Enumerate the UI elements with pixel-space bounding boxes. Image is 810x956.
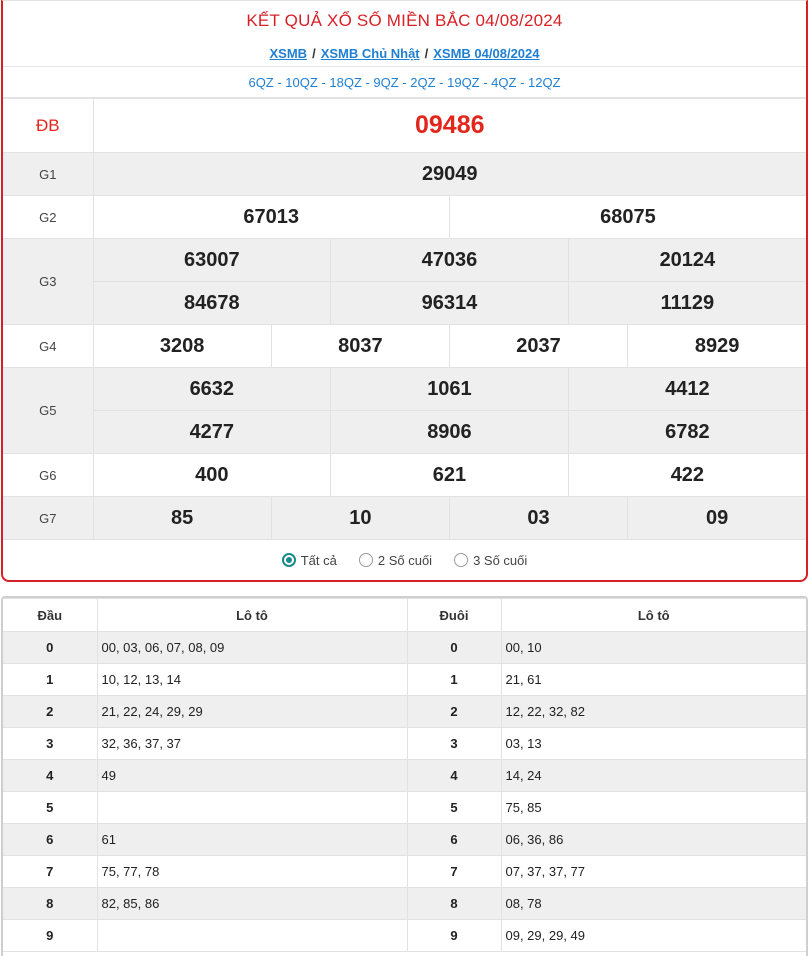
duoi-digit: 7 xyxy=(407,856,501,888)
table-row xyxy=(3,664,806,696)
radio-icon[interactable] xyxy=(454,553,468,567)
breadcrumb-link-xsmb[interactable]: XSMB xyxy=(269,46,308,61)
prize-number: 3208 xyxy=(93,325,271,368)
table-row xyxy=(3,792,806,824)
prize-row-g5 xyxy=(3,368,806,411)
duoi-digit: 2 xyxy=(407,696,501,728)
dau-values: 49 xyxy=(97,760,407,792)
prize-number: 621 xyxy=(331,454,569,497)
page-title: KẾT QUẢ XỔ SỐ MIỀN BẮC 04/08/2024 xyxy=(246,11,563,30)
duoi-values: 21, 61 xyxy=(501,664,806,696)
duoi-digit: 9 xyxy=(407,920,501,952)
dau-values: 00, 03, 06, 07, 08, 09 xyxy=(97,632,407,664)
filter-all-option[interactable] xyxy=(282,553,337,568)
filter-label: 2 Số cuối xyxy=(377,552,433,568)
dau-digit: 5 xyxy=(3,792,97,824)
prize-number: 03 xyxy=(449,497,627,540)
dau-values: 82, 85, 86 xyxy=(97,888,407,920)
prize-number: 85 xyxy=(93,497,271,540)
prize-label: G2 xyxy=(3,196,93,239)
loto-table xyxy=(3,598,806,952)
breadcrumb xyxy=(3,41,806,67)
prize-number: 4412 xyxy=(568,368,806,411)
dau-digit: 0 xyxy=(3,632,97,664)
dau-digit: 3 xyxy=(3,728,97,760)
table-row xyxy=(3,632,806,664)
duoi-digit: 0 xyxy=(407,632,501,664)
dau-values: 75, 77, 78 xyxy=(97,856,407,888)
digit-filter xyxy=(3,540,806,580)
duoi-digit: 8 xyxy=(407,888,501,920)
prize-number: 8906 xyxy=(331,411,569,454)
prize-label: ĐB xyxy=(3,99,93,153)
table-row xyxy=(3,856,806,888)
table-row xyxy=(3,920,806,952)
duoi-digit: 6 xyxy=(407,824,501,856)
dau-digit: 9 xyxy=(3,920,97,952)
prize-number: 84678 xyxy=(93,282,331,325)
duoi-digit: 4 xyxy=(407,760,501,792)
prize-number: 68075 xyxy=(449,196,806,239)
column-header-loto: Lô tô xyxy=(501,599,806,632)
prize-number: 96314 xyxy=(331,282,569,325)
dau-digit: 1 xyxy=(3,664,97,696)
draw-codes: 6QZ - 10QZ - 18QZ - 9QZ - 2QZ - 19QZ - 4QZ - 12QZ xyxy=(3,67,806,98)
prize-row-g4 xyxy=(3,325,806,368)
duoi-values: 03, 13 xyxy=(501,728,806,760)
filter-last3-option[interactable] xyxy=(454,553,527,568)
prize-number: 422 xyxy=(568,454,806,497)
table-row xyxy=(3,696,806,728)
prize-number: 6632 xyxy=(93,368,331,411)
duoi-digit: 3 xyxy=(407,728,501,760)
table-row xyxy=(3,888,806,920)
dau-values: 61 xyxy=(97,824,407,856)
filter-last2-option[interactable] xyxy=(359,553,432,568)
duoi-values: 06, 36, 86 xyxy=(501,824,806,856)
dau-values: 32, 36, 37, 37 xyxy=(97,728,407,760)
prize-row-g6 xyxy=(3,454,806,497)
breadcrumb-link-weekday[interactable]: XSMB Chủ Nhật xyxy=(320,46,420,61)
prize-row-g3 xyxy=(3,282,806,325)
duoi-values: 09, 29, 29, 49 xyxy=(501,920,806,952)
prize-row-g7 xyxy=(3,497,806,540)
prize-label: G6 xyxy=(3,454,93,497)
prize-label: G5 xyxy=(3,368,93,454)
prize-number: 6782 xyxy=(568,411,806,454)
radio-selected-icon[interactable] xyxy=(282,553,296,567)
dau-values: 10, 12, 13, 14 xyxy=(97,664,407,696)
duoi-values: 12, 22, 32, 82 xyxy=(501,696,806,728)
prize-number: 47036 xyxy=(331,239,569,282)
breadcrumb-separator: / xyxy=(312,46,316,61)
dau-values xyxy=(97,920,407,952)
prize-row-g2 xyxy=(3,196,806,239)
prize-number: 67013 xyxy=(93,196,449,239)
prize-row-db xyxy=(3,99,806,153)
dau-values: 21, 22, 24, 29, 29 xyxy=(97,696,407,728)
filter-label: Tất cả xyxy=(300,552,337,568)
prize-number: 11129 xyxy=(568,282,806,325)
dau-values xyxy=(97,792,407,824)
prize-number: 10 xyxy=(271,497,449,540)
result-card xyxy=(1,0,808,582)
special-prize-number: 09486 xyxy=(93,99,806,153)
breadcrumb-separator: / xyxy=(424,46,429,61)
prize-label: G3 xyxy=(3,239,93,325)
column-header-duoi: Đuôi xyxy=(407,599,501,632)
prize-row-g1 xyxy=(3,153,806,196)
prize-number: 29049 xyxy=(93,153,806,196)
prize-row-g3 xyxy=(3,239,806,282)
duoi-values: 14, 24 xyxy=(501,760,806,792)
prize-number: 400 xyxy=(93,454,331,497)
prize-number: 8037 xyxy=(271,325,449,368)
prize-number: 1061 xyxy=(331,368,569,411)
breadcrumb-link-date[interactable]: XSMB 04/08/2024 xyxy=(433,46,540,61)
dau-digit: 7 xyxy=(3,856,97,888)
dau-digit: 6 xyxy=(3,824,97,856)
table-row xyxy=(3,824,806,856)
dau-digit: 8 xyxy=(3,888,97,920)
duoi-values: 07, 37, 37, 77 xyxy=(501,856,806,888)
duoi-values: 08, 78 xyxy=(501,888,806,920)
prize-table xyxy=(3,98,806,540)
prize-number: 20124 xyxy=(568,239,806,282)
table-row xyxy=(3,728,806,760)
radio-icon[interactable] xyxy=(359,553,373,567)
prize-number: 09 xyxy=(628,497,806,540)
prize-label: G4 xyxy=(3,325,93,368)
prize-label: G7 xyxy=(3,497,93,540)
dau-digit: 2 xyxy=(3,696,97,728)
prize-label: G1 xyxy=(3,153,93,196)
duoi-values: 00, 10 xyxy=(501,632,806,664)
duoi-digit: 5 xyxy=(407,792,501,824)
prize-number: 63007 xyxy=(93,239,331,282)
loto-table-card xyxy=(1,596,808,956)
duoi-values: 75, 85 xyxy=(501,792,806,824)
filter-label: 3 Số cuối xyxy=(473,552,528,568)
loto-header-row xyxy=(3,599,806,632)
prize-row-g5 xyxy=(3,411,806,454)
dau-digit: 4 xyxy=(3,760,97,792)
prize-number: 4277 xyxy=(93,411,331,454)
prize-number: 8929 xyxy=(628,325,806,368)
table-row xyxy=(3,760,806,792)
column-header-loto: Lô tô xyxy=(97,599,407,632)
duoi-digit: 1 xyxy=(407,664,501,696)
prize-number: 2037 xyxy=(449,325,627,368)
column-header-dau: Đầu xyxy=(3,599,97,632)
